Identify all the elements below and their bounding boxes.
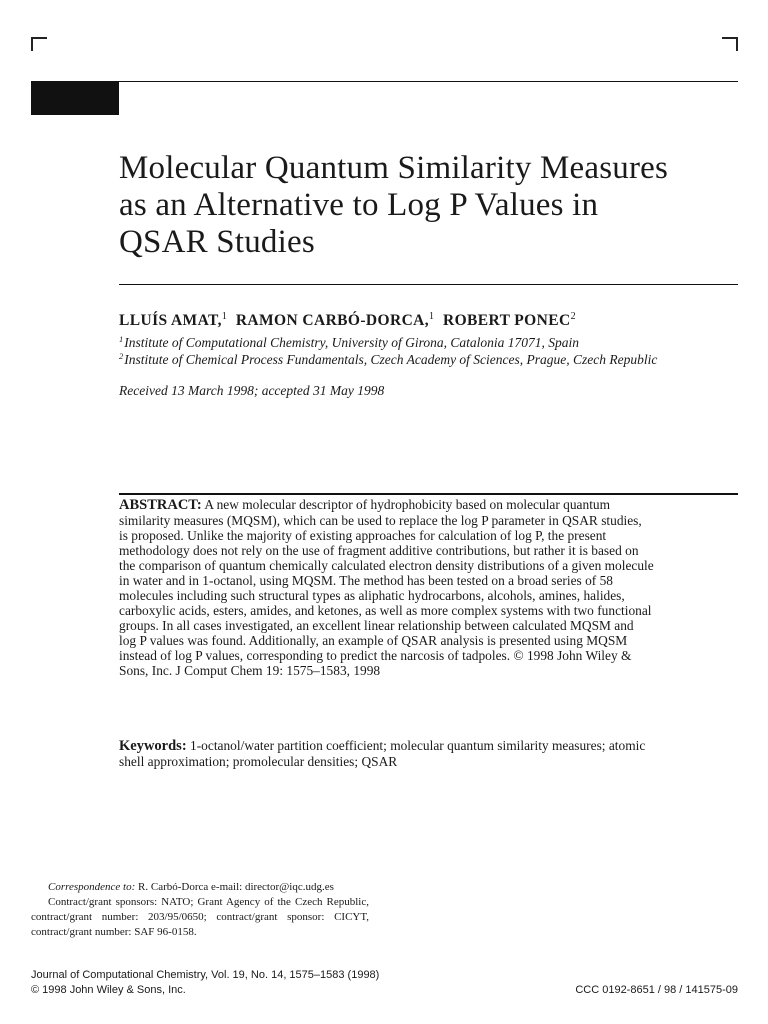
abstract — [119, 497, 654, 678]
keywords-text: 1-octanol/water partition coefficient; molecular quantum similarity measures; atomic shell approximation; promolecular densities; QSAR — [119, 738, 646, 769]
author-affiliation-mark: 2 — [570, 311, 576, 322]
header-rule — [119, 81, 738, 82]
author-name: LLUÍS AMAT, — [119, 312, 222, 329]
journal-citation: Journal of Computational Chemistry, Vol. 19, No. 14, 1575–1583 (1998) — [31, 969, 380, 981]
correspondence-label: Correspondence to: — [48, 881, 136, 893]
header-black-tab — [31, 81, 119, 115]
author-name: ROBERT PONEC — [443, 312, 571, 329]
author-list — [119, 311, 576, 330]
crop-mark-top-right-vertical — [736, 37, 738, 51]
keywords-label: Keywords: — [119, 738, 187, 754]
affiliation-mark: 2 — [119, 351, 124, 361]
grant-note: Contract/grant sponsors: NATO; Grant Agency of the Czech Republic, contract/grant number: 203/95/0650; contract/grant sponsor: CICYT, contract/grant number: SAF 96-0158. — [31, 896, 369, 938]
title-line: as an Alternative to Log P Values in — [119, 187, 599, 223]
abstract-text: A new molecular descriptor of hydrophobicity based on molecular quantum similarity measures (MQSM), which can be used to replace the log P parameter in QSAR studies, is proposed. Unlike the majority of existing approaches for calculation of log P, the present methodology does not rely on the use of fragment additive contributions, but rather it is based on the comparison of quantum chemically calculated electron density distributions of a given molecule in water and in 1-octanol, using MQSM. The method has been tested on a broad series of 58 molecules including such structural types as aliphatic hydrocarbons, alcohols, amines, halides, carboxylic acids, esters, amides, and ketones, as well as more complex systems with two functional groups. In all cases investigated, an excellent linear relationship between calculated MQSM and log P values was found. Additionally, an example of QSAR analysis is presented using MQSM instead of log P values, corresponding to predict the narcosis of tadpoles. © 1998 John Wiley & Sons, Inc. J Comput Chem 19: 1575–1583, 1998 — [119, 497, 654, 678]
author-affiliation-mark: 1 — [221, 311, 228, 322]
crop-mark-top-left-horizontal — [31, 37, 47, 39]
ccc-code: CCC 0192-8651 / 98 / 141575-09 — [575, 984, 738, 996]
title-rule — [119, 284, 738, 285]
affiliation-text: Institute of Computational Chemistry, University of Girona, Catalonia 17071, Spain — [124, 335, 579, 350]
abstract-rule — [119, 493, 738, 495]
received-dates: Received 13 March 1998; accepted 31 May 1998 — [119, 383, 385, 398]
article-title — [119, 150, 744, 261]
author-name: RAMON CARBÓ-DORCA, — [235, 312, 430, 329]
title-line: QSAR Studies — [119, 224, 315, 260]
author-affiliation-mark: 1 — [429, 311, 435, 322]
affiliation — [119, 334, 579, 351]
affiliation-mark: 1 — [119, 334, 124, 344]
crop-mark-top-right-horizontal — [722, 37, 738, 39]
footnotes — [31, 880, 369, 940]
affiliation — [119, 351, 657, 368]
copyright-line: © 1998 John Wiley & Sons, Inc. — [31, 984, 186, 996]
correspondence-note — [31, 880, 369, 895]
title-line: Molecular Quantum Similarity Measures — [119, 150, 669, 186]
keywords — [119, 738, 654, 769]
correspondence-text: R. Carbó-Dorca e-mail: director@iqc.udg.es — [138, 881, 334, 893]
affiliation-text: Institute of Chemical Process Fundamentals, Czech Academy of Sciences, Prague, Czech Republic — [124, 352, 658, 367]
abstract-label: ABSTRACT: — [119, 497, 202, 513]
crop-mark-top-left-vertical — [31, 37, 33, 51]
journal-info — [31, 968, 379, 998]
